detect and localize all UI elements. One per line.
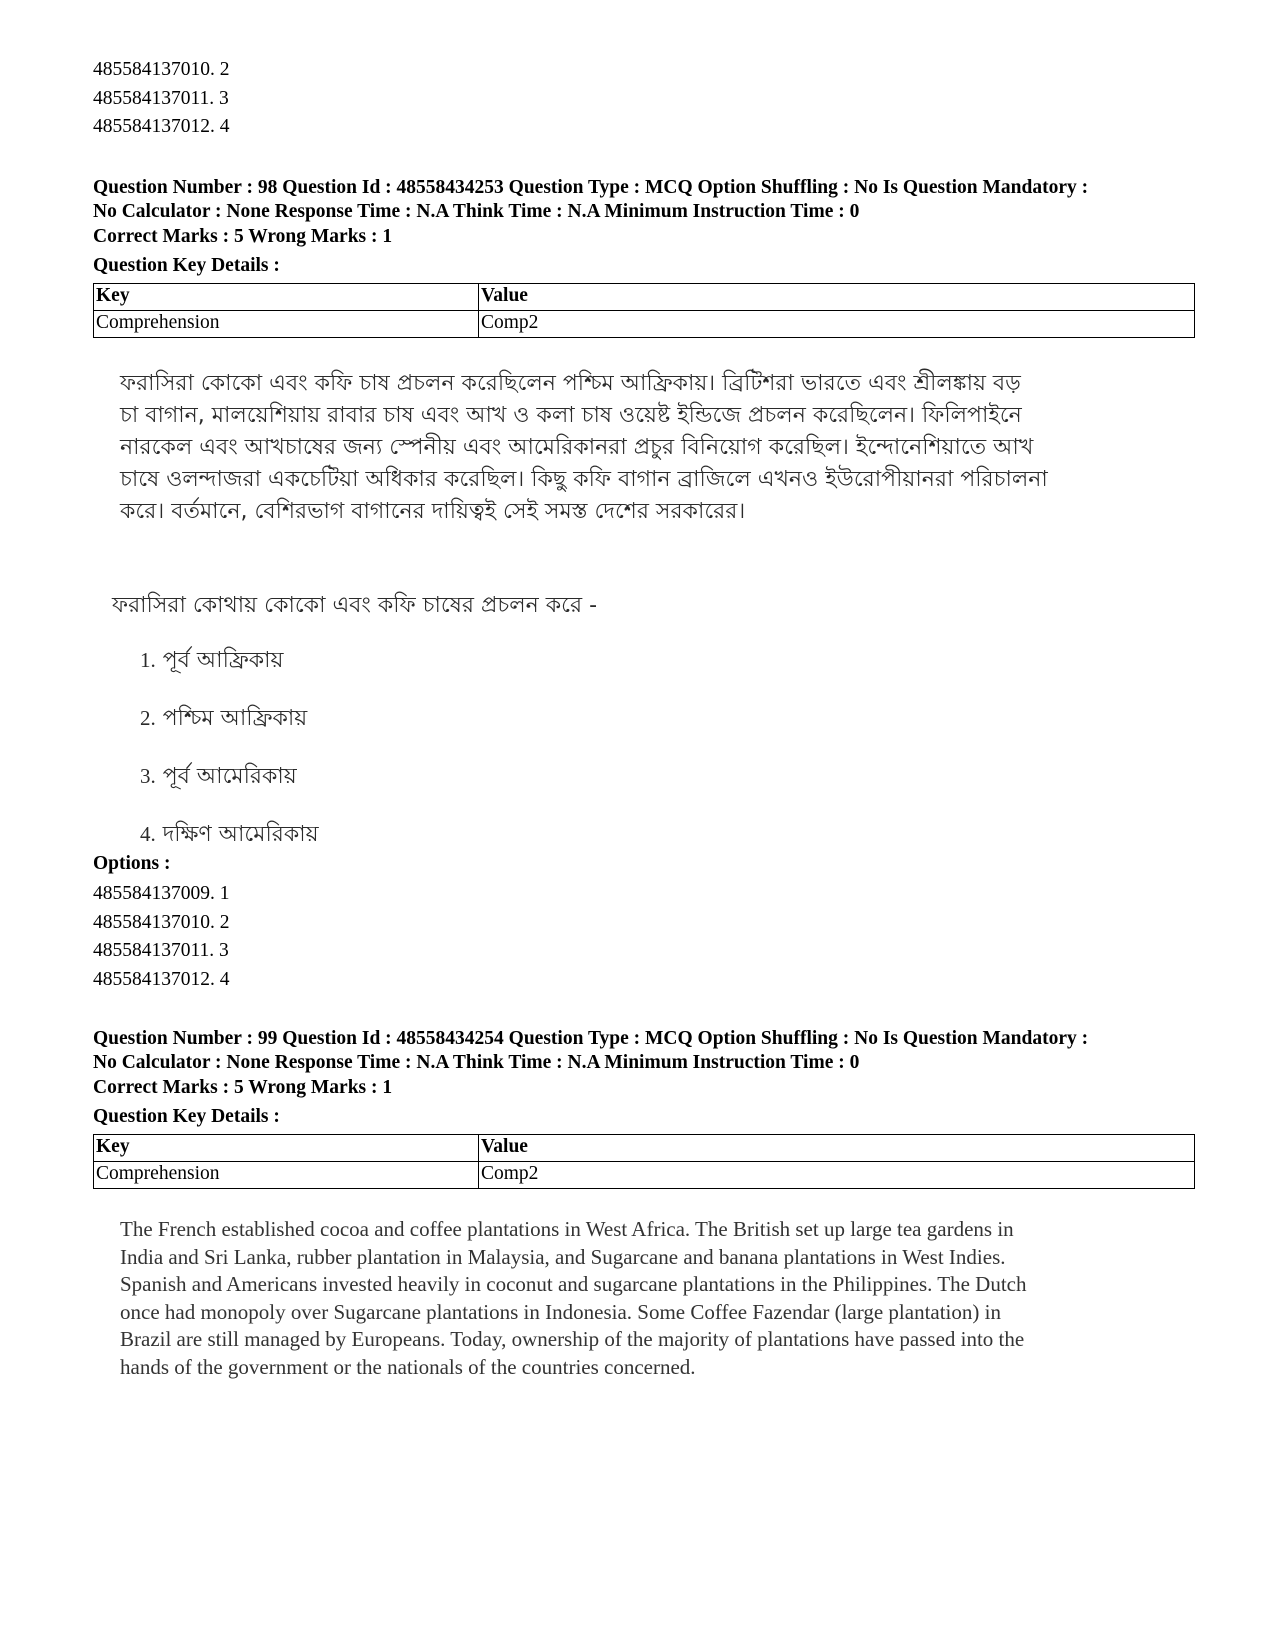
passage-line: নারকেল এবং আখচাষের জন্য স্পেনীয় এবং আমেরিকানরা প্রচুর বিনিয়োগ করেছিল। ইন্দোনেশিয়াতে আখ <box>120 435 1034 460</box>
q98-options-list <box>93 880 230 994</box>
q98-key-table <box>93 283 1195 338</box>
passage-line: Brazil are still managed by Europeans. Today, ownership of the majority of plantations have passed into the <box>120 1327 1025 1351</box>
table-row <box>94 1162 1195 1189</box>
value-header: Value <box>479 1135 1195 1162</box>
q99-passage-english <box>120 1216 1200 1381</box>
table-row <box>94 311 1195 338</box>
q98-passage-bengali <box>120 368 1220 528</box>
key-cell: Comprehension <box>94 1162 479 1189</box>
passage-line: hands of the government or the nationals of the countries concerned. <box>120 1354 696 1379</box>
q98-marks: Correct Marks : 5 Wrong Marks : 1 <box>93 226 393 247</box>
q99-header-line2: No Calculator : None Response Time : N.A Think Time : N.A Minimum Instruction Time : 0 <box>93 1052 860 1073</box>
q98-header-line2: No Calculator : None Response Time : N.A Think Time : N.A Minimum Instruction Time : 0 <box>93 201 860 222</box>
q98-choices <box>140 640 319 872</box>
option-line: 485584137011. 3 <box>93 940 229 961</box>
q99-header-line1: Question Number : 99 Question Id : 48558434254 Question Type : MCQ Option Shuffling : No Is Question Mandatory : <box>93 1028 1089 1049</box>
passage-line: চাষে ওলন্দাজরা একচেটিয়া অধিকার করেছিল। কিছু কফি বাগান ব্রাজিলে এখনও ইউরোপীয়ানরা পরিচালনা <box>120 467 1048 492</box>
option-line: 485584137012. 4 <box>93 968 230 990</box>
q98-header <box>93 176 1203 224</box>
value-cell: Comp2 <box>479 1162 1195 1189</box>
q99-key-table <box>93 1134 1195 1189</box>
q99-key-details-label: Question Key Details : <box>93 1106 280 1127</box>
option-line: 485584137010. 2 <box>93 59 230 80</box>
option-line: 485584137009. 1 <box>93 883 230 904</box>
option-line: 485584137011. 3 <box>93 87 229 109</box>
option-line: 485584137010. 2 <box>93 911 230 933</box>
q98-header-line1: Question Number : 98 Question Id : 48558434253 Question Type : MCQ Option Shuffling : No Is Question Mandatory : <box>93 177 1089 198</box>
choice-number: 2. <box>140 706 156 730</box>
q98-question-bengali: ফরাসিরা কোথায় কোকো এবং কফি চাষের প্রচলন করে - <box>112 593 598 618</box>
choice-text: পশ্চিম আফ্রিকায় <box>162 706 308 731</box>
table-header-row <box>94 1135 1195 1162</box>
key-header: Key <box>94 284 479 311</box>
table-header-row <box>94 284 1195 311</box>
choice-text: দক্ষিণ আমেরিকায় <box>162 822 319 847</box>
choice-item <box>140 698 319 756</box>
passage-line: India and Sri Lanka, rubber plantation in Malaysia, and Sugarcane and banana plantations in West Indies. <box>120 1244 1006 1269</box>
q99-header <box>93 1027 1203 1075</box>
choice-item <box>140 640 319 698</box>
passage-line: ফরাসিরা কোকো এবং কফি চাষ প্রচলন করেছিলেন পশ্চিম আফ্রিকায়। ব্রিটিশরা ভারতে এবং শ্রীলঙ্কায় বড় <box>120 371 1021 396</box>
choice-number: 3. <box>140 764 156 788</box>
previous-options-list <box>93 56 230 142</box>
key-cell: Comprehension <box>94 311 479 338</box>
choice-text: পূর্ব আমেরিকায় <box>162 764 297 789</box>
passage-line: The French established cocoa and coffee plantations in West Africa. The British set up large tea gardens in <box>120 1217 1014 1241</box>
passage-line: করে। বর্তমানে, বেশিরভাগ বাগানের দায়িত্বই সেই সমস্ত দেশের সরকারের। <box>120 499 746 524</box>
passage-line: চা বাগান, মালয়েশিয়ায় রাবার চাষ এবং আখ ও কলা চাষ ওয়েষ্ট ইন্ডিজে প্রচলন করেছিলেন। ফিলিপাইনে <box>120 403 1022 428</box>
choice-text: পূর্ব আফ্রিকায় <box>162 648 284 673</box>
q98-options-label: Options : <box>93 853 171 874</box>
key-header: Key <box>94 1135 479 1162</box>
value-header: Value <box>479 284 1195 311</box>
choice-number: 4. <box>140 822 156 846</box>
choice-number: 1. <box>140 648 156 672</box>
value-cell: Comp2 <box>479 311 1195 338</box>
q99-marks: Correct Marks : 5 Wrong Marks : 1 <box>93 1077 393 1098</box>
choice-item <box>140 756 319 814</box>
q98-key-details-label: Question Key Details : <box>93 255 280 276</box>
passage-line: Spanish and Americans invested heavily in coconut and sugarcane plantations in the Philippines. The Dutch <box>120 1272 1027 1296</box>
option-line: 485584137012. 4 <box>93 116 230 137</box>
passage-line: once had monopoly over Sugarcane plantations in Indonesia. Some Coffee Fazendar (large plantation) in <box>120 1299 1001 1324</box>
